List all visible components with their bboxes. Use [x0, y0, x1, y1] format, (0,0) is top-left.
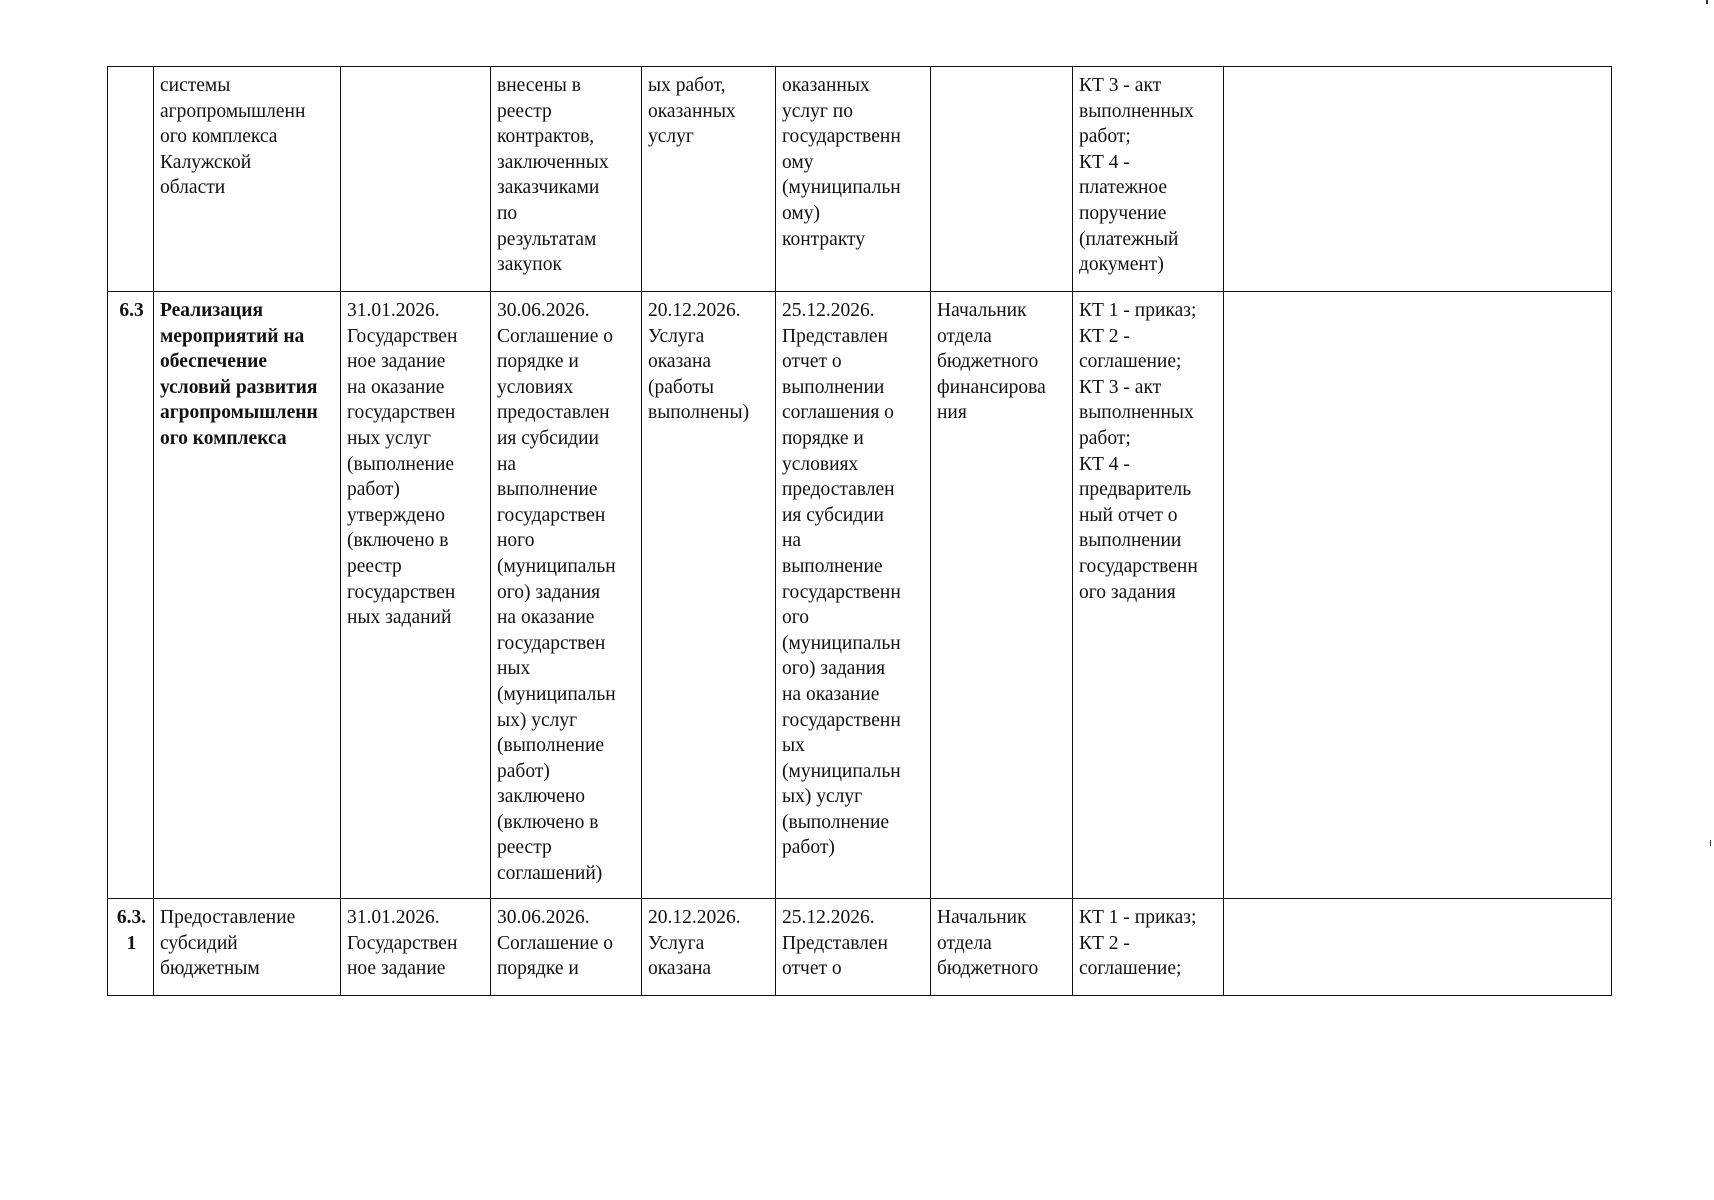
row-number-cell: 6.3 — [108, 292, 154, 899]
checkpoint-4-cell: 25.12.2026. Представлен отчет о выполнении соглашения о порядке и условиях предоставлен ия субсидии на выполнение государственн ого (муниципальн ого) задания на оказание государственн ых (муниципальн ых) услуг (выполнение работ) — [776, 292, 931, 899]
table-row — [108, 67, 1612, 292]
notes-cell — [1224, 67, 1612, 292]
notes-cell — [1224, 899, 1612, 996]
event-name-cell: Реализация мероприятий на обеспечение условий развития агропромышленн ого комплекса — [154, 292, 341, 899]
checkpoint-1-cell: 31.01.2026. Государствен ное задание на оказание государствен ных услуг (выполнение работ) утверждено (включено в реестр государствен ных заданий — [341, 292, 491, 899]
checkpoint-2-cell: внесены в реестр контрактов, заключенных заказчиками по результатам закупок — [491, 67, 642, 292]
checkpoint-4-cell: оказанных услуг по государственн ому (муниципальн ому) контракту — [776, 67, 931, 292]
responsible-cell: Начальник отдела бюджетного — [931, 899, 1073, 996]
table-row — [108, 292, 1612, 899]
checkpoint-2-cell: 30.06.2026. Соглашение о порядке и — [491, 899, 642, 996]
table-row — [108, 899, 1612, 996]
scan-edge-mark — [1706, 0, 1708, 4]
checkpoint-1-cell: 31.01.2026. Государствен ное задание — [341, 899, 491, 996]
event-name-cell: системы агропромышленн ого комплекса Калужской области — [154, 67, 341, 292]
documents-cell: КТ 1 - приказ; КТ 2 - соглашение; КТ 3 - акт выполненных работ; КТ 4 - предваритель ный отчет о выполнении государственн ого задания — [1073, 292, 1224, 899]
checkpoint-2-cell: 30.06.2026. Соглашение о порядке и условиях предоставлен ия субсидии на выполнение государствен ного (муниципальн ого) задания на оказание государствен ных (муниципальн ых) услуг (выполнение работ) заключено (включено в реестр соглашений) — [491, 292, 642, 899]
event-name-cell: Предоставление субсидий бюджетным — [154, 899, 341, 996]
documents-cell: КТ 3 - акт выполненных работ; КТ 4 - платежное поручение (платежный документ) — [1073, 67, 1224, 292]
documents-cell: КТ 1 - приказ; КТ 2 - соглашение; — [1073, 899, 1224, 996]
row-number-cell: 6.3. 1 — [108, 899, 154, 996]
row-number-cell — [108, 67, 154, 292]
checkpoint-1-cell — [341, 67, 491, 292]
notes-cell — [1224, 292, 1612, 899]
checkpoint-3-cell: 20.12.2026. Услуга оказана — [642, 899, 776, 996]
checkpoint-3-cell: ых работ, оказанных услуг — [642, 67, 776, 292]
checkpoint-4-cell: 25.12.2026. Представлен отчет о — [776, 899, 931, 996]
control-points-table — [107, 66, 1612, 996]
scan-edge-mark — [1710, 840, 1711, 846]
responsible-cell — [931, 67, 1073, 292]
responsible-cell: Начальник отдела бюджетного финансирова ния — [931, 292, 1073, 899]
checkpoint-3-cell: 20.12.2026. Услуга оказана (работы выполнены) — [642, 292, 776, 899]
